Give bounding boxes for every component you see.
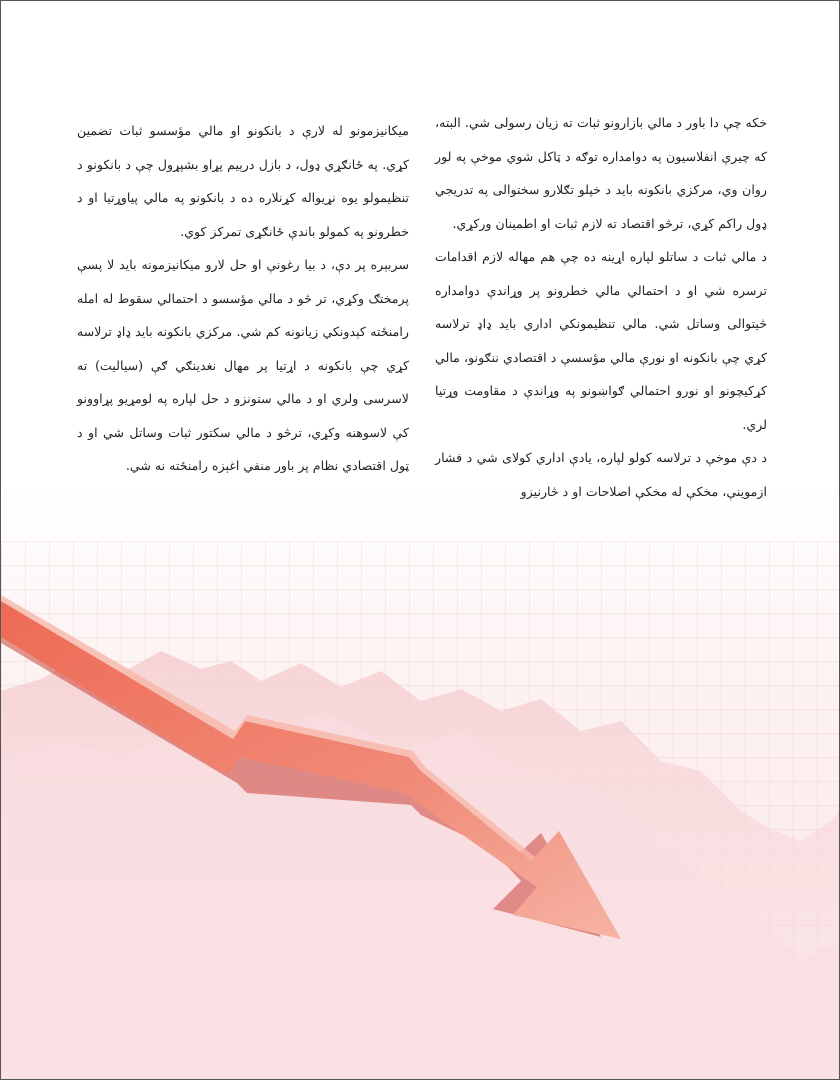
paragraph: سربېره پر دې، د بیا رغونې او حل لارو میکانیزمونه باید لا پسې پرمختګ وکړي، تر څو د مالي مؤسسو د احتمالي سقوط له امله رامنځته کېدونکي زیانونه کم شي. مرکزي بانکونه باید ډاډ ترلاسه کړي چې بانکونه د اړتیا پر مهال نغدینګي ګې (سیالیت) ته لاسرسی ولري او د مالي ستونزو د حل لپاره په لومړیو پړاوونو کې لاسوهنه وکړي، ترڅو د مالي سکتور ثبات وساتل شي او د ټول اقتصادي نظام پر باور منفي اغېزه رامنځته نه شي. [77,257,409,473]
paragraph: خکه چې دا باور د مالي بازارونو ثبات ته زیان رسولی شي. البته، که چیرې انفلاسیون په دوامداره توګه د ټاکل شوي موخې په لور روان وي، مرکزي بانکونه باید د خپلو تګلارو سختوالی په تدریجي ډول راکم کړي، ترڅو اقتصاد ته لازم ثبات او اطمینان ورکړي. [435,115,767,231]
declining-arrow-illustration [1,561,839,1079]
paragraph: د دې موخې د ترلاسه کولو لپاره، یادې اداري کولای شي د فشار ازموینې، مخکې له مخکې اصلاحات او د څارنیزو [435,450,767,499]
text-column-right [435,106,767,508]
paragraph: میکانیزمونو له لارې د بانکونو او مالي مؤسسو ثبات تضمین کړي. په ځانګړي ډول، د بازل درېیم پړاو بشپړول چې د بانکونو د تنظیمولو یوه نړیواله کړنلاره ده د بانکونو په مالي پیاوړتیا او د خطرونو په کمولو باندې ځانګړی تمرکز کوي. [77,123,409,239]
paragraph: د مالي ثبات د ساتلو لپاره اړینه ده چې هم مهاله لازم اقدامات ترسره شي او د احتمالي مالي خطرونو پر وړاندې دوامداره څیتوالی وساتل شي. مالي تنظیمونکي اداري باید ډاډ ترلاسه کړي چې بانکونه او نورې مالي مؤسسې د اقتصادي ننګونو، مالي کړکیچونو او نورو احتمالي ګواښونو په وړاندې د مقاومت وړتیا لري. [435,249,767,432]
text-column-left [77,114,409,483]
